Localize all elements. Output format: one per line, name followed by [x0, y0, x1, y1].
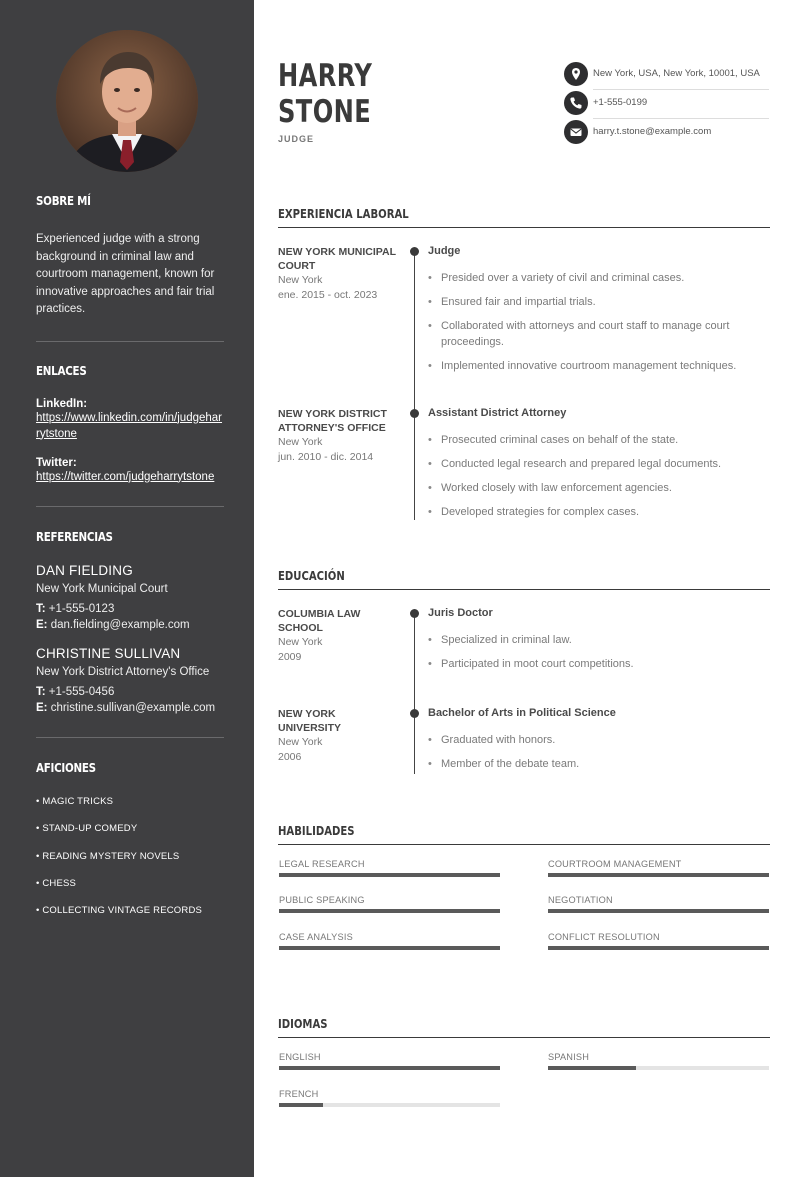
org-dates: jun. 2010 - dic. 2014 [278, 451, 374, 463]
contact-address [564, 62, 769, 91]
language-bar [279, 1066, 500, 1070]
language-name: SPANISH [548, 1052, 590, 1062]
phone-label: T: [36, 685, 46, 698]
about-text: Experienced judge with a strong background in criminal law and courtroom management, known for innovative approaches and fair trial practices. [36, 233, 215, 315]
reference-email [36, 700, 224, 716]
email-text[interactable]: harry.t.stone@example.com [593, 126, 712, 137]
org-location: New York [278, 436, 323, 448]
bullet-item: • Graduated with honors. [428, 732, 768, 748]
bullet-item: • Participated in moot court competitions. [428, 656, 768, 672]
skill-bar-fill [548, 946, 769, 950]
org-location: New York [278, 736, 323, 748]
bullet-item: • Worked closely with law enforcement agencies. [428, 480, 768, 496]
contact-divider [593, 118, 769, 119]
role-title: Assistant District Attorney [428, 407, 567, 419]
skill-item [279, 859, 500, 877]
bullet-item: • Developed strategies for complex cases. [428, 504, 768, 520]
skill-bar-fill [279, 873, 500, 877]
language-item [548, 1052, 769, 1070]
phone-text: +1-555-0199 [593, 97, 648, 108]
portrait-image [56, 30, 198, 172]
link-item-twitter [36, 457, 224, 485]
sidebar-divider [36, 506, 224, 507]
twitter-label: Twitter: [36, 456, 77, 469]
section-rule [278, 1037, 770, 1038]
bullet-item: • Collaborated with attorneys and court staff to manage court proceedings. [428, 318, 768, 350]
bullet-item: • Specialized in criminal law. [428, 632, 768, 648]
references-title: REFERENCIAS [36, 529, 113, 544]
skill-bar-fill [548, 873, 769, 877]
language-bar [279, 1103, 500, 1107]
email-value: christine.sullivan@example.com [50, 701, 216, 714]
sidebar-content [36, 194, 224, 916]
job-title: JUDGE [278, 134, 315, 144]
language-item [279, 1052, 500, 1070]
location-pin-icon [564, 62, 588, 86]
linkedin-label: LinkedIn: [36, 397, 88, 410]
envelope-icon [564, 120, 588, 144]
skill-bar-fill [279, 909, 500, 913]
org-dates: ene. 2015 - oct. 2023 [278, 289, 378, 301]
experience-org [278, 245, 398, 303]
sidebar [0, 0, 254, 1177]
phone-value: +1-555-0456 [48, 685, 115, 698]
bullet-item: • Member of the debate team. [428, 756, 768, 772]
email-label: E: [36, 701, 48, 714]
skill-bar [279, 946, 500, 950]
skill-name: PUBLIC SPEAKING [279, 895, 365, 905]
about-title: SOBRE MÍ [36, 194, 91, 208]
language-bar-fill [279, 1066, 500, 1070]
skill-bar-fill [279, 946, 500, 950]
skill-item [548, 932, 769, 950]
skills-title: HABILIDADES [278, 824, 355, 838]
skill-bar [548, 909, 769, 913]
education-org [278, 707, 398, 765]
experience-timeline [414, 250, 415, 520]
org-dates: 2006 [278, 751, 302, 763]
skill-bar [279, 909, 500, 913]
bullet-item: • Ensured fair and impartial trials. [428, 294, 768, 310]
experience-org [278, 407, 398, 465]
language-name: ENGLISH [279, 1052, 321, 1062]
section-rule [278, 844, 770, 845]
language-bar [548, 1066, 769, 1070]
reference-name: DAN FIELDING [36, 562, 133, 578]
bullet-item: • Implemented innovative courtroom management techniques. [428, 358, 768, 374]
section-rule [278, 227, 770, 228]
skill-bar [548, 946, 769, 950]
reference-item [36, 646, 224, 716]
language-item [279, 1089, 500, 1107]
linkedin-link[interactable]: https://www.linkedin.com/in/judgeharrytstone [36, 411, 223, 440]
org-name: NEW YORK DISTRICT ATTORNEY'S OFFICE [278, 408, 387, 434]
skill-item [279, 932, 500, 950]
reference-org: New York District Attorney's Office [36, 665, 210, 678]
skill-item [279, 895, 500, 913]
role-title: Judge [428, 245, 461, 257]
language-bar-fill [279, 1103, 323, 1107]
timeline-dot [410, 609, 419, 618]
skill-bar [548, 873, 769, 877]
timeline-dot [410, 709, 419, 718]
phone-value: +1-555-0123 [48, 602, 115, 615]
sidebar-divider [36, 737, 224, 738]
hobby-item: • COLLECTING VINTAGE RECORDS [36, 904, 203, 916]
skill-bar-fill [548, 909, 769, 913]
org-name: NEW YORK MUNICIPAL COURT [278, 246, 396, 272]
education-org [278, 607, 398, 665]
profile-photo [56, 30, 198, 172]
bullet-item: • Presided over a variety of civil and criminal cases. [428, 270, 768, 286]
skill-name: CASE ANALYSIS [279, 932, 353, 942]
reference-email [36, 617, 224, 633]
hobby-item: • READING MYSTERY NOVELS [36, 850, 180, 862]
links-title: ENLACES [36, 363, 87, 378]
degree-title: Bachelor of Arts in Political Science [428, 707, 616, 719]
phone-icon [564, 91, 588, 115]
skill-name: COURTROOM MANAGEMENT [548, 859, 682, 869]
contact-phone [564, 91, 769, 120]
hobbies-title: AFICIONES [36, 760, 96, 775]
education-title: EDUCACIÓN [278, 569, 345, 583]
timeline-dot [410, 247, 419, 256]
skill-bar [279, 873, 500, 877]
contact-email [564, 120, 769, 149]
sidebar-divider [36, 341, 224, 342]
link-item-linkedin [36, 398, 224, 442]
language-name: FRENCH [279, 1089, 319, 1099]
last-name: STONE [278, 94, 372, 130]
org-name: NEW YORK UNIVERSITY [278, 708, 342, 734]
email-value: dan.fielding@example.com [50, 618, 190, 631]
org-location: New York [278, 274, 323, 286]
section-rule [278, 589, 770, 590]
full-name [278, 58, 372, 130]
first-name: HARRY [278, 58, 373, 94]
org-name: COLUMBIA LAW SCHOOL [278, 608, 361, 634]
experience-title: EXPERIENCIA LABORAL [278, 207, 409, 221]
reference-org: New York Municipal Court [36, 582, 168, 595]
skill-name: LEGAL RESEARCH [279, 859, 365, 869]
degree-title: Juris Doctor [428, 607, 493, 619]
reference-name: CHRISTINE SULLIVAN [36, 645, 181, 661]
address-text: New York, USA, New York, 10001, USA [593, 68, 760, 79]
skill-name: CONFLICT RESOLUTION [548, 932, 660, 942]
languages-title: IDIOMAS [278, 1017, 328, 1031]
language-bar-fill [548, 1066, 636, 1070]
education-timeline [414, 612, 415, 774]
email-label: E: [36, 618, 48, 631]
timeline-dot [410, 409, 419, 418]
twitter-link[interactable]: https://twitter.com/judgeharrytstone [36, 470, 215, 483]
hobby-item: • MAGIC TRICKS [36, 795, 114, 807]
hobby-item: • STAND-UP COMEDY [36, 822, 138, 834]
reference-item [36, 563, 224, 633]
org-dates: 2009 [278, 651, 302, 663]
phone-label: T: [36, 602, 46, 615]
skill-item [548, 895, 769, 913]
hobbies-list [36, 796, 224, 916]
reference-phone [36, 684, 224, 700]
skill-name: NEGOTIATION [548, 895, 613, 905]
skill-item [548, 859, 769, 877]
contact-divider [593, 89, 769, 90]
bullet-item: • Conducted legal research and prepared legal documents. [428, 456, 768, 472]
org-location: New York [278, 636, 323, 648]
bullet-item: • Prosecuted criminal cases on behalf of the state. [428, 432, 768, 448]
hobby-item: • CHESS [36, 877, 77, 889]
reference-phone [36, 601, 224, 617]
